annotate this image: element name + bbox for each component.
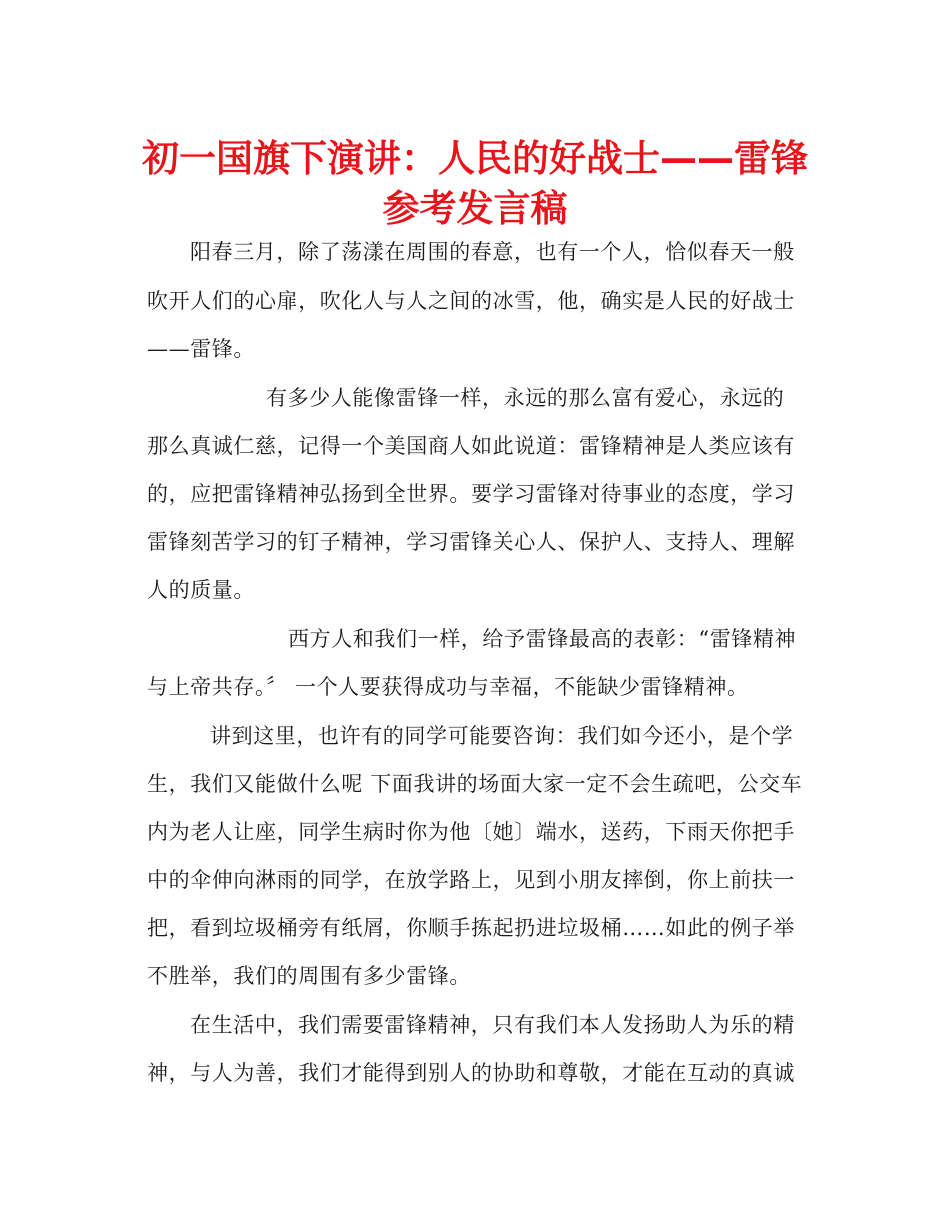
paragraph-line: 雷锋刻苦学习的钉子精神，学习雷锋关心人、保护人、支持人、理解: [147, 530, 795, 554]
paragraph-line: 那么真诚仁慈，记得一个美国商人如此说道：雷锋精神是人类应该有: [147, 434, 795, 458]
paragraph-line: 与上帝共存。〞 一个人要获得成功与幸福，不能缺少雷锋精神。: [147, 675, 749, 699]
paragraph-line: 讲到这里，也许有的同学可能要咨询：我们如今还小，是个学: [210, 724, 794, 748]
paragraph-line: ——雷锋。: [147, 337, 255, 361]
paragraph-line: 不胜举，我们的周围有多少雷锋。: [147, 964, 471, 988]
paragraph-line: 人的质量。: [147, 578, 255, 602]
paragraph-line: 把，看到垃圾桶旁有纸屑，你顺手拣起扔进垃圾桶……如此的例子举: [147, 916, 795, 940]
paragraph-line: 内为老人让座，同学生病时你为他〔她〕端水，送药，下雨天你把手: [147, 820, 795, 844]
title-line-1: 初一国旗下演讲：人民的好战士——雷锋: [142, 137, 808, 180]
paragraph-line: 在生活中，我们需要雷锋精神，只有我们本人发扬助人为乐的精: [190, 1013, 795, 1037]
paragraph-line: 的，应把雷锋精神弘扬到全世界。要学习雷锋对待事业的态度，学习: [147, 482, 795, 506]
paragraph-line: 西方人和我们一样，给予雷锋最高的表彰：“雷锋精神: [288, 627, 797, 651]
paragraph-line: 有多少人能像雷锋一样，永远的那么富有爱心，永远的: [266, 386, 785, 410]
paragraph-line: 神，与人为善，我们才能得到别人的协助和尊敬，才能在互动的真诚: [147, 1061, 795, 1085]
paragraph-line: 阳春三月，除了荡漾在周围的春意，也有一个人，恰似春天一般: [190, 240, 795, 264]
paragraph-line: 吹开人们的心扉，吹化人与人之间的冰雪，他，确实是人民的好战士: [147, 289, 795, 313]
title-line-2: 参考发言稿: [382, 187, 568, 230]
paragraph-line: 中的伞伸向淋雨的同学，在放学路上，见到小朋友摔倒，你上前扶一: [147, 868, 795, 892]
paragraph-line: 生，我们又能做什么呢 下面我讲的场面大家一定不会生疏吧，公交车: [147, 772, 803, 796]
